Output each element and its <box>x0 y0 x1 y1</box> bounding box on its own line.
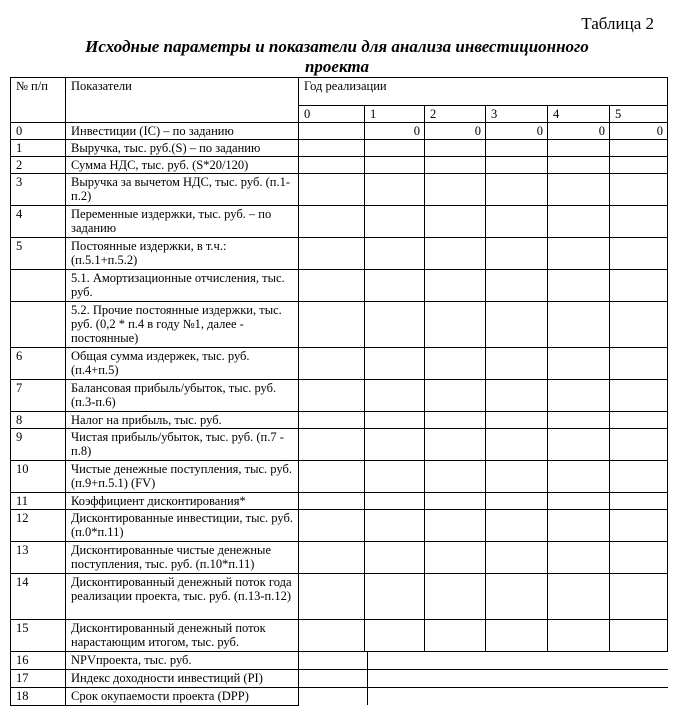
year-value-cell <box>425 412 486 429</box>
year-value-cell <box>610 348 668 380</box>
summary-value-area <box>299 688 668 706</box>
year-value-cell <box>299 412 365 429</box>
row-label: Дисконтированные чистые денежные поступления, тыс. руб. (п.10*п.11) <box>66 542 299 574</box>
year-value-cell <box>548 620 610 652</box>
year-value-cell <box>425 380 486 412</box>
year-value-cell <box>548 380 610 412</box>
year-value-cell <box>425 348 486 380</box>
table-row <box>11 574 668 620</box>
header-years: Год реализации <box>299 78 668 106</box>
year-value-cell <box>486 302 548 348</box>
row-label: Индекс доходности инвестиций (PI) <box>66 670 299 688</box>
header-row <box>11 78 668 106</box>
row-number <box>11 270 66 302</box>
year-value-cell <box>610 140 668 157</box>
year-value-cell <box>486 461 548 493</box>
year-value-cell <box>299 206 365 238</box>
year-value-cell <box>610 174 668 206</box>
year-value-cell <box>425 238 486 270</box>
table-row <box>11 688 668 706</box>
year-value-cell: 0 <box>610 123 668 140</box>
table-row <box>11 238 668 270</box>
year-value-cell <box>486 412 548 429</box>
row-label: Срок окупаемости проекта (DPP) <box>66 688 299 706</box>
year-value-cell <box>365 429 425 461</box>
year-col-0: 0 <box>299 106 365 123</box>
year-value-cell <box>365 206 425 238</box>
header-num: № п/п <box>11 78 66 123</box>
year-col-1: 1 <box>365 106 425 123</box>
year-value-cell <box>425 574 486 620</box>
year-value-cell <box>425 510 486 542</box>
table-row <box>11 620 668 652</box>
year-value-cell <box>548 348 610 380</box>
year-value-cell <box>610 574 668 620</box>
year-value-cell <box>486 157 548 174</box>
row-number: 10 <box>11 461 66 493</box>
year-value-cell <box>299 174 365 206</box>
year-value-cell: 0 <box>365 123 425 140</box>
year-value-cell: 0 <box>486 123 548 140</box>
year-value-cell <box>610 493 668 510</box>
year-value-cell <box>486 270 548 302</box>
row-number: 2 <box>11 157 66 174</box>
summary-value-area <box>299 670 668 688</box>
year-value-cell <box>299 123 365 140</box>
year-value-cell <box>486 380 548 412</box>
row-number: 8 <box>11 412 66 429</box>
year-value-cell <box>548 157 610 174</box>
row-label: Балансовая прибыль/убыток, тыс. руб. (п.3-п.6) <box>66 380 299 412</box>
year-value-cell <box>425 620 486 652</box>
table-number-label: Таблица 2 <box>581 14 654 33</box>
table-row <box>11 348 668 380</box>
year-value-cell <box>425 206 486 238</box>
year-value-cell <box>610 157 668 174</box>
year-value-cell <box>299 270 365 302</box>
year-value-cell <box>610 510 668 542</box>
year-value-cell <box>425 157 486 174</box>
year-value-cell <box>365 157 425 174</box>
year-value-cell <box>299 510 365 542</box>
row-label: Выручка, тыс. руб.(S) – по заданию <box>66 140 299 157</box>
year-value-cell: 0 <box>548 123 610 140</box>
year-value-cell <box>365 174 425 206</box>
year-value-cell <box>486 493 548 510</box>
year-value-cell <box>548 174 610 206</box>
table-row <box>11 493 668 510</box>
row-number <box>11 302 66 348</box>
year-value-cell <box>548 542 610 574</box>
year-value-cell <box>365 302 425 348</box>
year-value-cell <box>486 238 548 270</box>
row-number: 11 <box>11 493 66 510</box>
row-number: 1 <box>11 140 66 157</box>
year-value-cell <box>486 510 548 542</box>
row-label: Дисконтированный денежный поток года реализации проекта, тыс. руб. (п.13-п.12) <box>66 574 299 620</box>
year-value-cell <box>486 620 548 652</box>
year-value-cell <box>486 206 548 238</box>
table-row <box>11 461 668 493</box>
year-value-cell <box>299 157 365 174</box>
year-value-cell <box>299 348 365 380</box>
table-row <box>11 542 668 574</box>
investment-parameters-table <box>10 77 668 706</box>
table-row <box>11 652 668 670</box>
year-value-cell <box>365 510 425 542</box>
year-value-cell <box>548 412 610 429</box>
year-value-cell <box>299 542 365 574</box>
year-value-cell: 0 <box>425 123 486 140</box>
table-row <box>11 670 668 688</box>
year-value-cell <box>365 412 425 429</box>
year-value-cell <box>486 542 548 574</box>
year-value-cell <box>299 140 365 157</box>
row-number: 7 <box>11 380 66 412</box>
year-value-cell <box>365 380 425 412</box>
row-number: 9 <box>11 429 66 461</box>
row-label: Постоянные издержки, в т.ч.: (п.5.1+п.5.2) <box>66 238 299 270</box>
year-value-cell <box>548 140 610 157</box>
row-label: Чистые денежные поступления, тыс. руб. (п.9+п.5.1) (FV) <box>66 461 299 493</box>
table-row <box>11 412 668 429</box>
year-col-2: 2 <box>425 106 486 123</box>
table-row <box>11 157 668 174</box>
row-label: NPVпроекта, тыс. руб. <box>66 652 299 670</box>
year-value-cell <box>425 302 486 348</box>
year-value-cell <box>299 620 365 652</box>
row-label: 5.2. Прочие постоянные издержки, тыс. руб. (0,2 * п.4 в году №1, далее - постоянные) <box>66 302 299 348</box>
year-value-cell <box>610 412 668 429</box>
year-value-cell <box>365 238 425 270</box>
year-value-cell <box>548 574 610 620</box>
year-value-cell <box>425 140 486 157</box>
row-label: Выручка за вычетом НДС, тыс. руб. (п.1-п.2) <box>66 174 299 206</box>
year-value-cell <box>299 461 365 493</box>
row-number: 15 <box>11 620 66 652</box>
year-value-cell <box>425 542 486 574</box>
row-number: 17 <box>11 670 66 688</box>
year-value-cell <box>610 238 668 270</box>
summary-value-area <box>299 652 668 670</box>
year-value-cell <box>365 461 425 493</box>
year-value-cell <box>299 429 365 461</box>
row-label: Чистая прибыль/убыток, тыс. руб. (п.7 - п.8) <box>66 429 299 461</box>
year-value-cell <box>365 620 425 652</box>
row-number: 3 <box>11 174 66 206</box>
year-value-cell <box>610 429 668 461</box>
year-value-cell <box>610 206 668 238</box>
year-value-cell <box>365 493 425 510</box>
table-row <box>11 302 668 348</box>
year-value-cell <box>548 493 610 510</box>
year-value-cell <box>548 206 610 238</box>
row-number: 18 <box>11 688 66 706</box>
row-label: Дисконтированный денежный поток нарастающим итогом, тыс. руб. <box>66 620 299 652</box>
table-row <box>11 174 668 206</box>
table-row <box>11 123 668 140</box>
row-label: Сумма НДС, тыс. руб. (S*20/120) <box>66 157 299 174</box>
year-value-cell <box>610 302 668 348</box>
year-value-cell <box>299 574 365 620</box>
header-indicators: Показатели <box>66 78 299 123</box>
year-value-cell <box>610 542 668 574</box>
year-value-cell <box>365 348 425 380</box>
row-number: 0 <box>11 123 66 140</box>
table-title <box>0 37 674 77</box>
year-value-cell <box>486 574 548 620</box>
year-value-cell <box>548 510 610 542</box>
table-row <box>11 510 668 542</box>
row-label: Коэффициент дисконтирования* <box>66 493 299 510</box>
year-value-cell <box>365 270 425 302</box>
year-value-cell <box>548 238 610 270</box>
year-value-cell <box>610 380 668 412</box>
year-value-cell <box>610 620 668 652</box>
row-label: Переменные издержки, тыс. руб. – по заданию <box>66 206 299 238</box>
table-row <box>11 380 668 412</box>
row-number: 12 <box>11 510 66 542</box>
table-row <box>11 206 668 238</box>
year-col-4: 4 <box>548 106 610 123</box>
year-value-cell <box>425 174 486 206</box>
year-value-cell <box>425 270 486 302</box>
year-value-cell <box>299 302 365 348</box>
row-number: 4 <box>11 206 66 238</box>
year-value-cell <box>548 461 610 493</box>
year-value-cell <box>425 429 486 461</box>
year-value-cell <box>365 574 425 620</box>
year-value-cell <box>299 493 365 510</box>
row-label: Налог на прибыль, тыс. руб. <box>66 412 299 429</box>
year-value-cell <box>548 270 610 302</box>
year-value-cell <box>486 348 548 380</box>
year-value-cell <box>486 174 548 206</box>
year-value-cell <box>365 542 425 574</box>
year-value-cell <box>548 302 610 348</box>
year-value-cell <box>425 461 486 493</box>
year-value-cell <box>486 429 548 461</box>
row-label: Инвестиции (IC) – по заданию <box>66 123 299 140</box>
row-number: 16 <box>11 652 66 670</box>
year-value-cell <box>365 140 425 157</box>
table-title-line1: Исходные параметры и показатели для анализа инвестиционного <box>85 37 589 56</box>
row-label: Дисконтированные инвестиции, тыс. руб. (п.0*п.11) <box>66 510 299 542</box>
year-value-cell <box>299 380 365 412</box>
row-label: 5.1. Амортизационные отчисления, тыс. руб. <box>66 270 299 302</box>
table-row <box>11 140 668 157</box>
row-number: 6 <box>11 348 66 380</box>
year-col-5: 5 <box>610 106 668 123</box>
year-value-cell <box>299 238 365 270</box>
year-value-cell <box>610 270 668 302</box>
year-value-cell <box>610 461 668 493</box>
row-number: 5 <box>11 238 66 270</box>
year-col-3: 3 <box>486 106 548 123</box>
year-value-cell <box>425 493 486 510</box>
row-number: 13 <box>11 542 66 574</box>
table-row <box>11 429 668 461</box>
year-value-cell <box>486 140 548 157</box>
row-number: 14 <box>11 574 66 620</box>
year-value-cell <box>548 429 610 461</box>
row-label: Общая сумма издержек, тыс. руб. (п.4+п.5) <box>66 348 299 380</box>
table-title-line2: проекта <box>304 57 370 76</box>
table-row <box>11 270 668 302</box>
